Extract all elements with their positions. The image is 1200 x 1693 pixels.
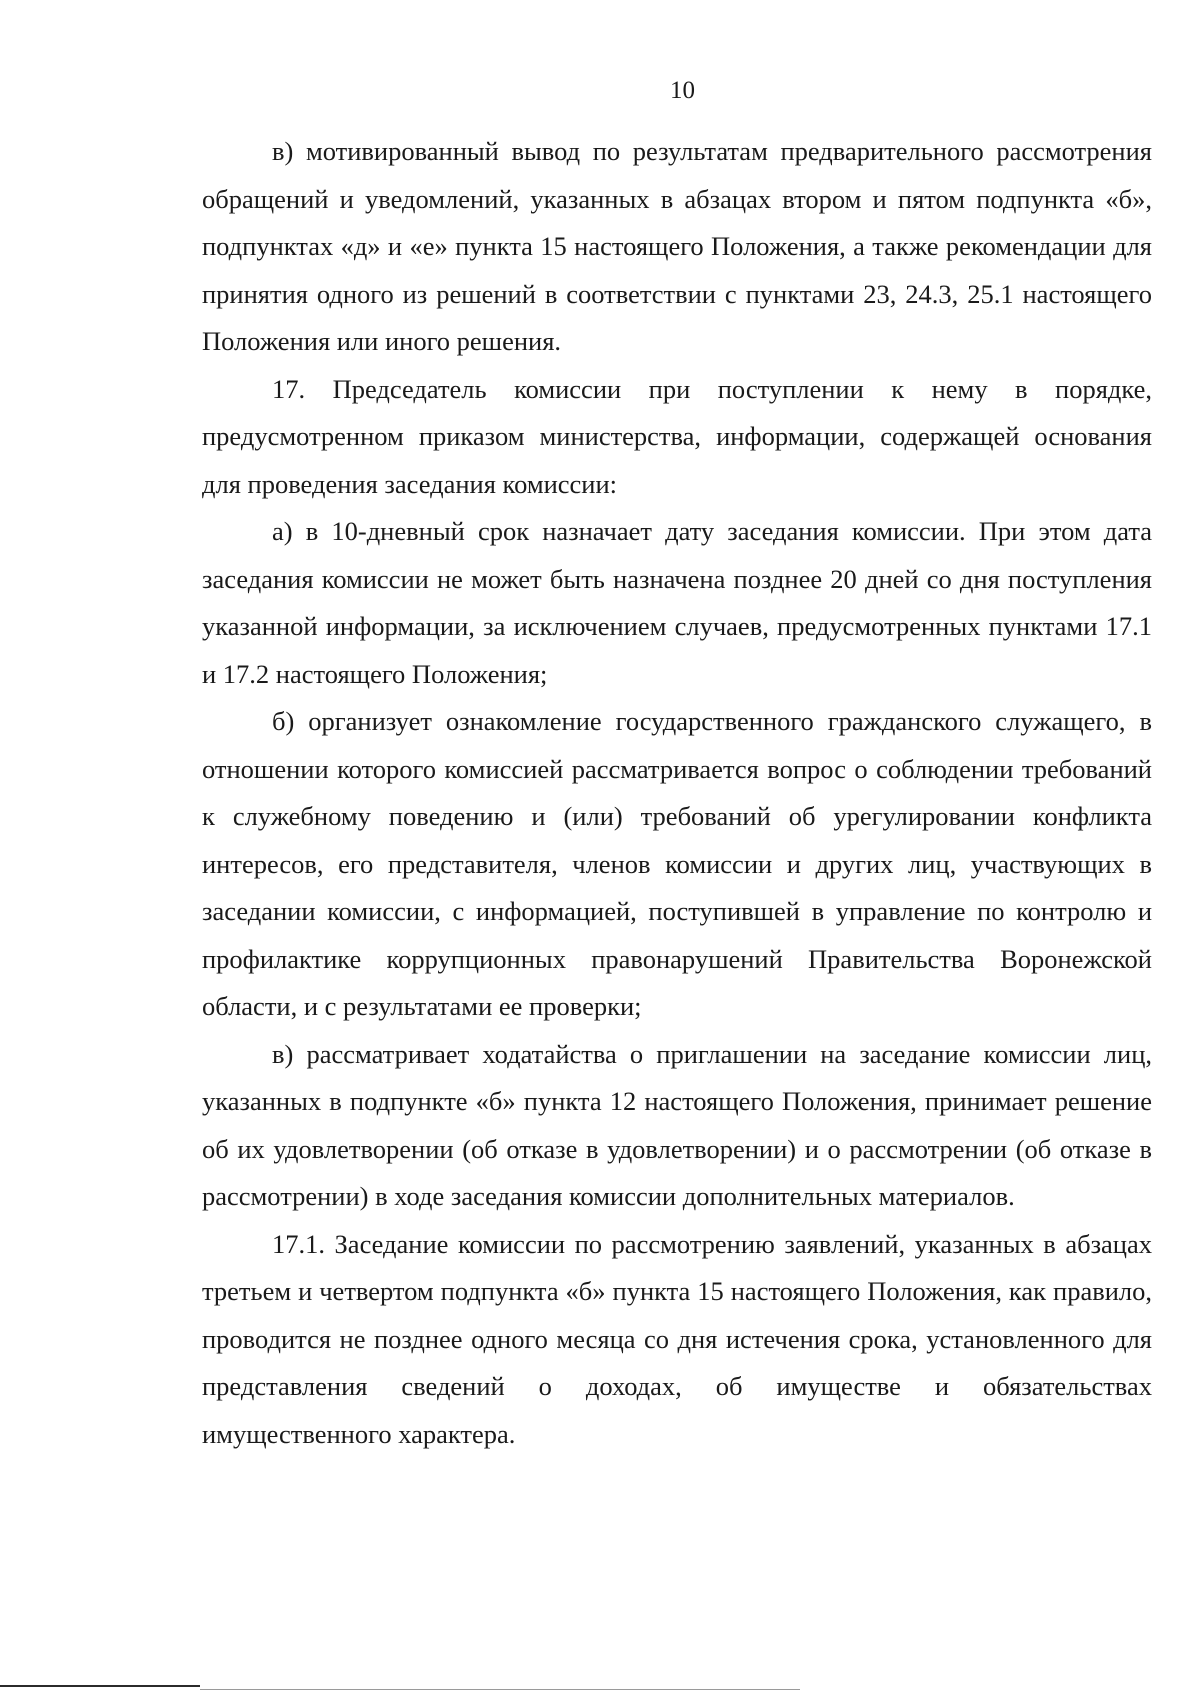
paragraph-17v: в) рассматривает ходатайства о приглашении на заседание комиссии лиц, указанных в подпункте «б» пункта 12 настоящего Положения, принимает решение об их удовлетворении (об отказе в удовлетворении) и о рассмотрении (об отказе в рассмотрении) в ходе заседания комиссии дополнительных материалов.	[202, 1038, 1152, 1211]
scan-edge-line-faint	[200, 1689, 800, 1690]
paragraph-17: 17. Председатель комиссии при поступлении к нему в порядке, предусмотренном приказом министерства, информации, содержащей основания для проведения заседания комиссии:	[202, 373, 1152, 499]
paragraph-17a: а) в 10-дневный срок назначает дату заседания комиссии. При этом дата заседания комиссии не может быть назначена позднее 20 дней со дня поступления указанной информации, за исключением случаев, предусмотренных пунктами 17.1 и 17.2 настоящего Положения;	[202, 516, 1152, 689]
paragraph-17b: б) организует ознакомление государственного гражданского служащего, в отношении которого комиссией рассматривается вопрос о соблюдении требований к служебному поведению и (или) требований об урегулировании конфликта интересов, его представителя, членов комиссии и других лиц, участвующих в заседании комиссии, с информацией, поступившей в управление по контролю и профилактике коррупционных правонарушений Правительства Воронежской области, и с результатами ее проверки;	[202, 706, 1152, 1021]
paragraph-17-1: 17.1. Заседание комиссии по рассмотрению заявлений, указанных в абзацах третьем и четвертом подпункта «б» пункта 15 настоящего Положения, как правило, проводится не позднее одного месяца со дня истечения срока, установленного для представления сведений о доходах, об имуществе и обязательствах имущественного характера.	[202, 1228, 1152, 1449]
scan-edge-line	[0, 1685, 200, 1687]
document-body	[202, 128, 1152, 1458]
paragraph-16v: в) мотивированный вывод по результатам предварительного рассмотрения обращений и уведомлений, указанных в абзацах втором и пятом подпункта «б», подпунктах «д» и «е» пункта 15 настоящего Положения, а также рекомендации для принятия одного из решений в соответствии с пунктами 23, 24.3, 25.1 настоящего Положения или иного решения.	[202, 136, 1152, 356]
page-number: 10	[670, 77, 695, 104]
